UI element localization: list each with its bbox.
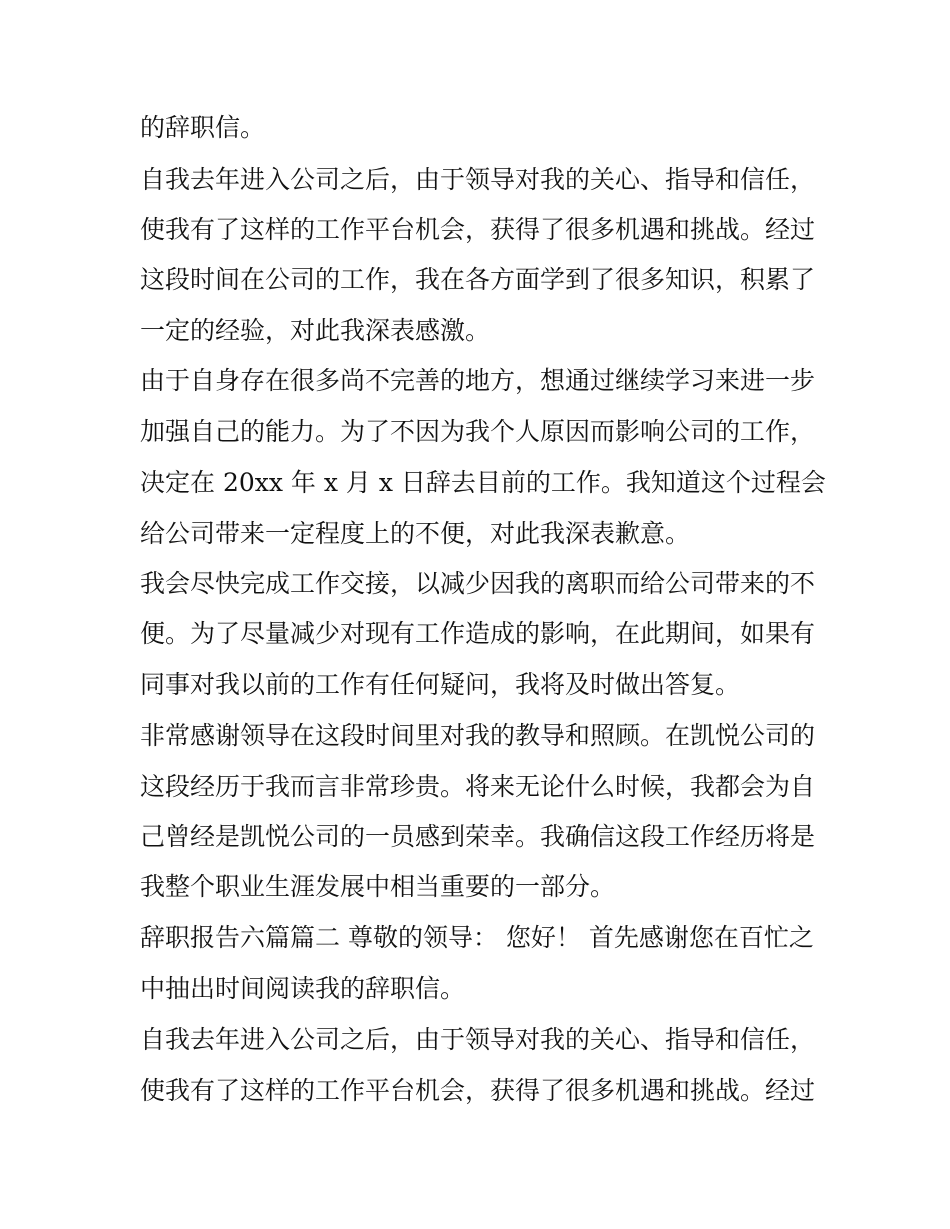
text-line: 一定的经验，对此我深表感激。 <box>140 316 491 345</box>
text-line: 辞职报告六篇篇二 尊敬的领导： 您好！ 首先感谢您在百忙之 <box>140 923 814 952</box>
text-line: 我整个职业生涯发展中相当重要的一部分。 <box>140 872 616 901</box>
text-line: 自我去年进入公司之后，由于领导对我的关心、指导和信任， <box>140 1025 816 1054</box>
text-line: 自我去年进入公司之后，由于领导对我的关心、指导和信任， <box>140 165 816 194</box>
text-line: 非常感谢领导在这段时间里对我的教导和照顾。在凯悦公司的 <box>140 721 816 750</box>
text-line: 己曾经是凯悦公司的一员感到荣幸。我确信这段工作经历将是 <box>140 822 816 851</box>
text-line: 这段时间在公司的工作，我在各方面学到了很多知识，积累了 <box>140 265 816 294</box>
text-line: 由于自身存在很多尚不完善的地方，想通过继续学习来进一步 <box>140 366 816 395</box>
text-line: 我会尽快完成工作交接，以减少因我的离职而给公司带来的不 <box>140 569 816 598</box>
text-line: 中抽出时间阅读我的辞职信。 <box>140 974 466 1003</box>
text-line: 给公司带来一定程度上的不便，对此我深表歉意。 <box>140 519 691 548</box>
text-line: 使我有了这样的工作平台机会，获得了很多机遇和挑战。经过 <box>140 215 816 244</box>
text-line: 加强自己的能力。为了不因为我个人原因而影响公司的工作， <box>140 417 816 446</box>
text-line: 这段经历于我而言非常珍贵。将来无论什么时候，我都会为自 <box>140 772 816 801</box>
text-line: 的辞职信。 <box>140 113 266 142</box>
text-line: 便。为了尽量减少对现有工作造成的影响，在此期间，如果有 <box>140 619 816 648</box>
text-line: 同事对我以前的工作有任何疑问，我将及时做出答复。 <box>140 670 741 699</box>
text-line: 使我有了这样的工作平台机会，获得了很多机遇和挑战。经过 <box>140 1076 816 1105</box>
text-line: 决定在 20xx 年 x 月 x 日辞去目前的工作。我知道这个过程会 <box>140 468 826 497</box>
